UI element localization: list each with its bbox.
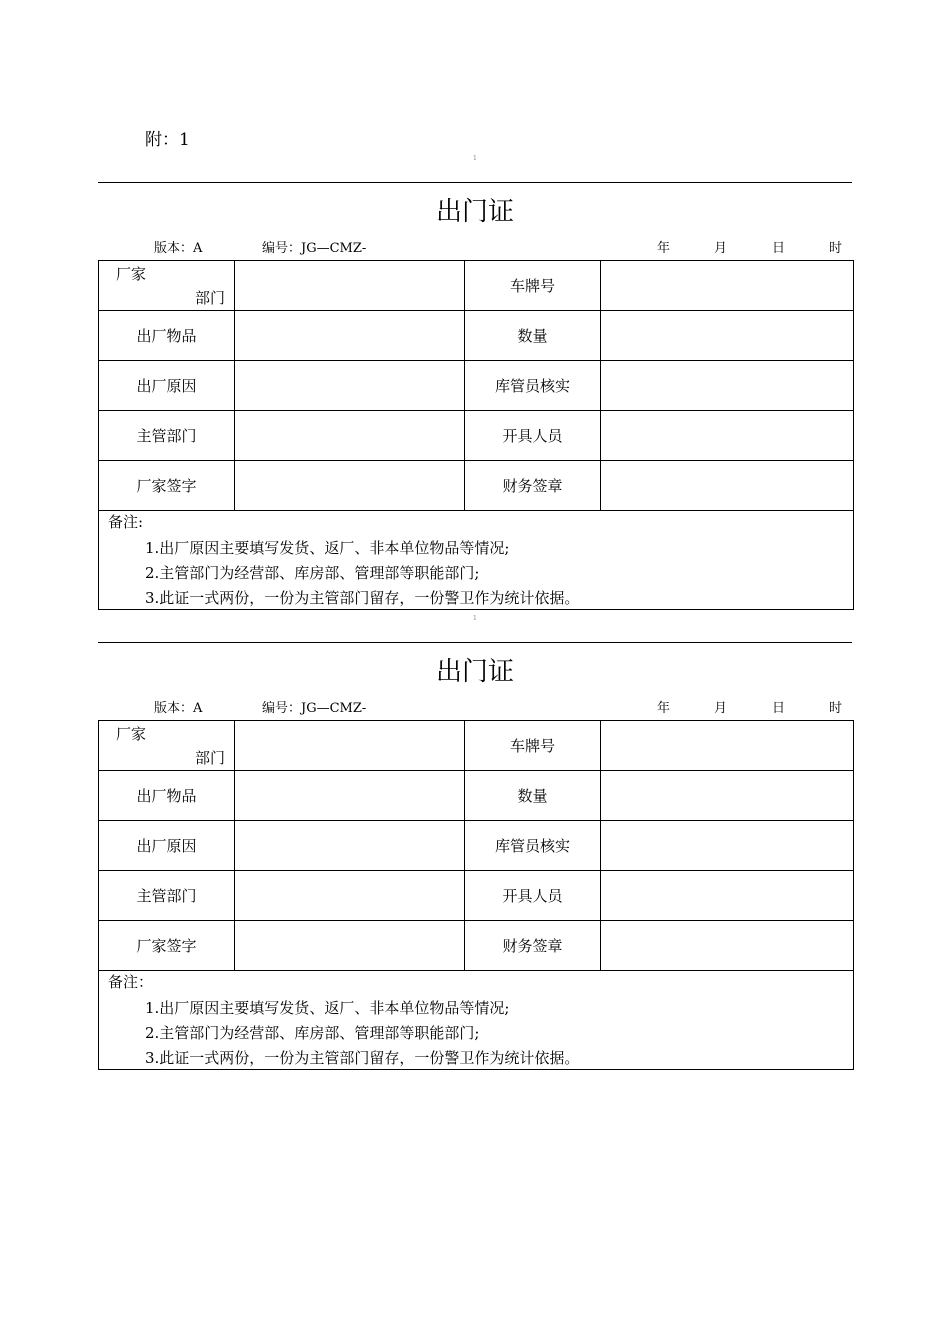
field-value[interactable] [601, 871, 854, 921]
field-label: 财务签章 [465, 461, 601, 511]
year-label: 年 [657, 241, 671, 256]
field-label: 主管部门 [99, 411, 235, 461]
field-label: 出厂原因 [99, 821, 235, 871]
page-mark: 1 [473, 615, 477, 622]
field-label: 车牌号 [465, 721, 601, 771]
version-label: 版本：A [154, 241, 203, 256]
appendix-label: 附：1 [145, 130, 190, 150]
notes-cell [99, 971, 854, 1070]
hour-label: 时 [829, 241, 843, 256]
page-mark: 1 [473, 155, 477, 162]
field-label: 主管部门 [99, 871, 235, 921]
field-value[interactable] [601, 411, 854, 461]
note-line: 3.此证一式两份，一份为主管部门留存，一份警卫作为统计依据。 [145, 589, 580, 607]
field-value[interactable] [601, 461, 854, 511]
table-row [99, 771, 854, 821]
field-value[interactable] [235, 261, 465, 311]
field-label: 库管员核实 [465, 821, 601, 871]
divider [98, 182, 852, 183]
field-value[interactable] [235, 921, 465, 971]
field-label: 厂家签字 [99, 461, 235, 511]
note-line: 2.主管部门为经营部、库房部、管理部等职能部门; [145, 1024, 480, 1042]
note-line: 2.主管部门为经营部、库房部、管理部等职能部门; [145, 564, 480, 582]
number-label: 编号：JG—CMZ- [262, 701, 367, 716]
table-row [99, 921, 854, 971]
note-line: 3.此证一式两份，一份为主管部门留存，一份警卫作为统计依据。 [145, 1049, 580, 1067]
form-table [98, 260, 854, 610]
table-row [99, 261, 854, 311]
field-value[interactable] [601, 721, 854, 771]
field-value[interactable] [235, 461, 465, 511]
field-label: 出厂物品 [99, 311, 235, 361]
notes-row [99, 971, 854, 1070]
field-label: 出厂物品 [99, 771, 235, 821]
field-label-bottom: 部门 [194, 289, 225, 307]
field-value[interactable] [235, 311, 465, 361]
field-label: 数量 [465, 311, 601, 361]
form-title: 出门证 [435, 657, 514, 687]
form-title: 出门证 [435, 197, 514, 227]
field-label: 开具人员 [465, 871, 601, 921]
day-label: 日 [772, 241, 786, 256]
table-row [99, 821, 854, 871]
field-value[interactable] [601, 311, 854, 361]
table-row [99, 311, 854, 361]
field-label: 出厂原因 [99, 361, 235, 411]
notes-title: 备注： [108, 973, 154, 991]
field-value[interactable] [601, 361, 854, 411]
month-label: 月 [714, 701, 728, 716]
field-value[interactable] [235, 411, 465, 461]
version-label: 版本：A [154, 701, 203, 716]
table-row [99, 871, 854, 921]
field-label-top: 厂家 [116, 265, 147, 283]
field-label: 厂家签字 [99, 921, 235, 971]
field-value[interactable] [601, 821, 854, 871]
field-label: 财务签章 [465, 921, 601, 971]
field-value[interactable] [601, 771, 854, 821]
field-value[interactable] [235, 771, 465, 821]
divider [98, 642, 852, 643]
year-label: 年 [657, 701, 671, 716]
field-value[interactable] [235, 871, 465, 921]
note-line: 1.出厂原因主要填写发货、返厂、非本单位物品等情况; [145, 539, 510, 557]
table-row [99, 361, 854, 411]
field-value[interactable] [235, 821, 465, 871]
form-table [98, 720, 854, 1070]
field-value[interactable] [235, 361, 465, 411]
field-value[interactable] [235, 721, 465, 771]
table-row [99, 411, 854, 461]
field-label-bottom: 部门 [194, 749, 225, 767]
field-label: 库管员核实 [465, 361, 601, 411]
field-label: 数量 [465, 771, 601, 821]
field-label: 开具人员 [465, 411, 601, 461]
notes-cell [99, 511, 854, 610]
notes-title: 备注: [108, 513, 144, 531]
day-label: 日 [772, 701, 786, 716]
field-value[interactable] [601, 921, 854, 971]
field-label-top: 厂家 [116, 725, 147, 743]
hour-label: 时 [829, 701, 843, 716]
table-row [99, 721, 854, 771]
month-label: 月 [714, 241, 728, 256]
field-label [99, 261, 235, 311]
field-value[interactable] [601, 261, 854, 311]
notes-row [99, 511, 854, 610]
field-label [99, 721, 235, 771]
field-label: 车牌号 [465, 261, 601, 311]
table-row [99, 461, 854, 511]
note-line: 1.出厂原因主要填写发货、返厂、非本单位物品等情况; [145, 999, 510, 1017]
number-label: 编号：JG—CMZ- [262, 241, 367, 256]
